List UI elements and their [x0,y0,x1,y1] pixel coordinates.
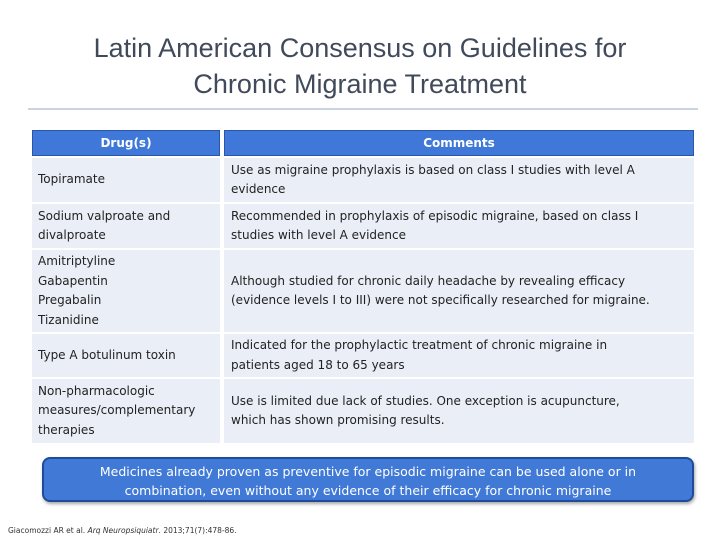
drug-cell [32,204,220,248]
comment-text: Indicated for the prophylactic treatment of chronic migraine in patients aged 18 to 65 years [231,338,608,372]
drug-name: Sodium valproate and divalproate [38,208,171,242]
table-row [32,158,694,202]
drug-cell [32,158,220,202]
slide-title [0,30,720,102]
drug-name: Non-pharmacologic measures/complementary therapies [38,383,196,437]
header-drugs: Drug(s) [32,130,220,156]
table-row [32,204,694,248]
slide-title-line-1: Latin American Consensus on Guidelines for [93,33,627,63]
citation [8,526,237,535]
table-row [32,379,694,443]
comment-cell [224,158,694,202]
comment-text: Although studied for chronic daily headache by revealing efficacy (evidence levels I to III) were not specifically researched for migraine. [231,273,650,307]
drug-name: Type A botulinum toxin [38,347,176,362]
comment-cell [224,250,694,332]
comment-text: Use as migraine prophylaxis is based on class I studies with level A evidence [231,162,635,196]
drug-cell [32,334,220,377]
slide-title-line-2: Chronic Migraine Treatment [193,69,527,99]
header-comments: Comments [224,130,694,156]
citation-details: . 2013;71(7):478-86. [158,526,237,535]
table-header-row [32,130,694,156]
comment-cell [224,204,694,248]
citation-journal: Arq Neuropsiquiatr [87,526,159,535]
comment-text: Recommended in prophylaxis of episodic migraine, based on class I studies with level A evidence [231,208,639,242]
key-message-callout: Medicines already proven as preventive for episodic migraine can be used alone or in combination, even without any evidence of their efficacy for chronic migraine [42,457,694,502]
drug-cell [32,250,220,332]
drug-name: Amitriptyline Gabapentin Pregabalin Tizanidine [38,254,116,327]
drug-name: Topiramate [38,172,106,187]
citation-authors: Giacomozzi AR et al. [8,526,88,535]
drug-cell [32,379,220,443]
table-row [32,250,694,332]
comment-cell [224,379,694,443]
drug-table [32,130,694,443]
title-divider [28,108,698,110]
comment-cell [224,334,694,377]
comment-text: Use is limited due lack of studies. One exception is acupuncture, which has shown promising results. [231,393,620,427]
table-row [32,334,694,377]
